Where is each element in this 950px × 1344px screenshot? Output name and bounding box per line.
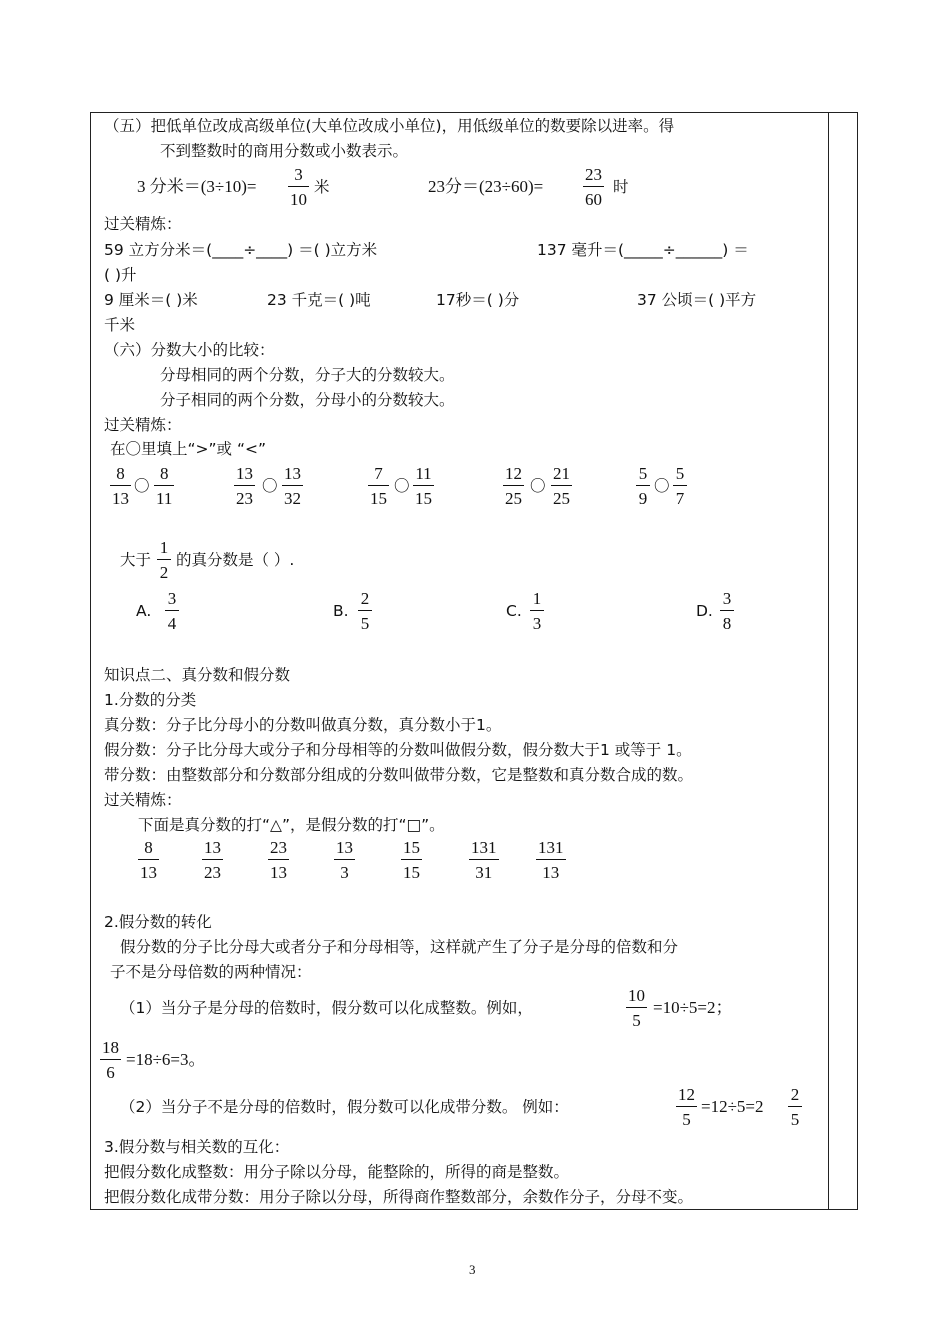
case2-text: （2）当分子不是分母的倍数时，假分数可以化成带分数。 例如： [120, 1098, 569, 1116]
classification-instruction: 下面是真分数的打“△”，是假分数的打“□”。 [138, 816, 445, 834]
rule-to-mixed-number: 把假分数化成带分数：用分子除以分母，所得商作整数部分，余数作分子，分母不变。 [104, 1188, 694, 1206]
classify-fraction: 13 3 [336, 838, 353, 882]
case1-fraction: 10 5 [628, 986, 645, 1030]
example1-expression: 3 分米＝(3÷10)= [137, 177, 257, 196]
compare-fraction: 11 15 [415, 464, 432, 508]
compare-fraction: 8 11 [156, 464, 173, 508]
classify-fraction: 13 23 [204, 838, 221, 882]
compare-circle[interactable]: 〇 [262, 477, 278, 495]
section5-line1: （五）把低单位改成高级单位(大单位改成小单位)，用低级单位的数要除以进率。得 [104, 117, 675, 135]
mc-option-a-label[interactable]: A. [136, 602, 152, 620]
subsection-conversion: 2.假分数的转化 [104, 913, 212, 931]
mc-option-b-fraction: 2 5 [358, 589, 372, 633]
compare-circle[interactable]: 〇 [654, 477, 670, 495]
case1-equation: =10÷5=2； [653, 998, 733, 1017]
compare-circle[interactable]: 〇 [394, 477, 410, 495]
rule-to-integer: 把假分数化成整数：用分子除以分母，能整除的，所得的商是整数。 [104, 1163, 570, 1181]
compare-instruction: 在〇里填上“>”或 “<” [110, 440, 267, 458]
practice-q2-cont: ( )升 [104, 266, 137, 284]
practice-q6: 37 公顷＝( )平方 [637, 291, 757, 309]
mc-option-d-label[interactable]: D. [696, 602, 713, 620]
fraction-numerator: 3 [294, 165, 303, 184]
content-table-frame [90, 112, 858, 1210]
practice-label: 过关精炼： [104, 215, 182, 233]
compare-fraction: 12 25 [505, 464, 522, 508]
case1b-fraction: 18 6 [102, 1038, 119, 1082]
mc-question-prefix: 大于 [120, 551, 152, 569]
compare-fraction: 5 9 [636, 464, 650, 508]
example2-fraction [583, 165, 604, 209]
conversion-paragraph-line2: 子不是分母倍数的两种情况： [110, 963, 312, 981]
practice-q5: 17秒＝( )分 [436, 291, 520, 309]
classify-fraction: 23 13 [270, 838, 287, 882]
section6-title: （六）分数大小的比较： [104, 341, 275, 359]
case1b-equation: =18÷6=3。 [126, 1050, 206, 1069]
practice-q1: 59 立方分米＝(____÷____) ＝( )立方米 [104, 241, 378, 259]
compare-fraction: 7 15 [370, 464, 387, 508]
compare-fraction: 13 32 [284, 464, 301, 508]
mc-question-fraction: 1 2 [157, 538, 171, 582]
compare-fraction: 5 7 [673, 464, 687, 508]
case1-text: （1）当分子是分母的倍数时，假分数可以化成整数。例如， [120, 999, 533, 1017]
case2-mixed-fraction: 2 5 [788, 1085, 802, 1129]
classify-fraction: 131 31 [471, 838, 497, 882]
compare-fraction: 8 13 [112, 464, 129, 508]
practice-q4: 23 千克＝( )吨 [267, 291, 371, 309]
practice-label: 过关精炼： [104, 791, 182, 809]
example1-fraction [288, 165, 309, 209]
subsection-classification: 1.分数的分类 [104, 691, 197, 709]
conversion-paragraph-line1: 假分数的分子比分母大或者分子和分母相等，这样就产生了分子是分母的倍数和分 [120, 938, 679, 956]
practice-label: 过关精炼： [104, 416, 182, 434]
mc-option-c-fraction: 1 3 [530, 589, 544, 633]
definition-improper-fraction: 假分数：分子比分母大或分子和分母相等的分数叫做假分数，假分数大于1 或等于 1。 [104, 741, 692, 759]
example1-unit: 米 [314, 178, 330, 196]
compare-fraction: 13 23 [236, 464, 253, 508]
compare-circle[interactable]: 〇 [134, 477, 150, 495]
mc-option-b-label[interactable]: B. [333, 602, 349, 620]
classify-fraction: 15 15 [403, 838, 420, 882]
classify-fraction: 8 13 [140, 838, 157, 882]
section6-rule1: 分母相同的两个分数，分子大的分数较大。 [160, 366, 455, 384]
classify-fraction: 131 13 [538, 838, 564, 882]
practice-q6-cont: 千米 [104, 316, 136, 334]
definition-mixed-number: 带分数：由整数部分和分数部分组成的分数叫做带分数，它是整数和真分数合成的数。 [104, 766, 694, 784]
section6-rule2: 分子相同的两个分数，分母小的分数较大。 [160, 391, 455, 409]
example2-unit: 时 [613, 178, 629, 196]
case2-equation: =12÷5=2 [701, 1097, 764, 1116]
fraction-denominator: 10 [290, 190, 307, 209]
practice-q2: 137 毫升＝(_____÷______) ＝ [537, 241, 749, 259]
example2-expression: 23分＝(23÷60)= [428, 177, 544, 196]
table-column-divider [828, 112, 829, 1210]
subsection-interconversion: 3.假分数与相关数的互化： [104, 1138, 290, 1156]
section5-line2: 不到整数时的商用分数或小数表示。 [160, 142, 409, 160]
mc-question-suffix: 的真分数是（ ）. [176, 551, 295, 569]
case2-fraction: 12 5 [678, 1085, 695, 1129]
compare-fraction: 21 25 [553, 464, 570, 508]
mc-option-c-label[interactable]: C. [506, 602, 522, 620]
mc-option-d-fraction: 3 8 [720, 589, 734, 633]
compare-circle[interactable]: 〇 [530, 477, 546, 495]
definition-proper-fraction: 真分数：分子比分母小的分数叫做真分数，真分数小于1。 [104, 716, 502, 734]
page-number: 3 [469, 1262, 476, 1277]
mc-option-a-fraction: 3 4 [165, 589, 179, 633]
practice-q3: 9 厘米＝( )米 [104, 291, 198, 309]
fraction-denominator: 60 [585, 190, 602, 209]
section-title-kp2: 知识点二、真分数和假分数 [104, 666, 291, 684]
fraction-numerator: 23 [585, 165, 602, 184]
